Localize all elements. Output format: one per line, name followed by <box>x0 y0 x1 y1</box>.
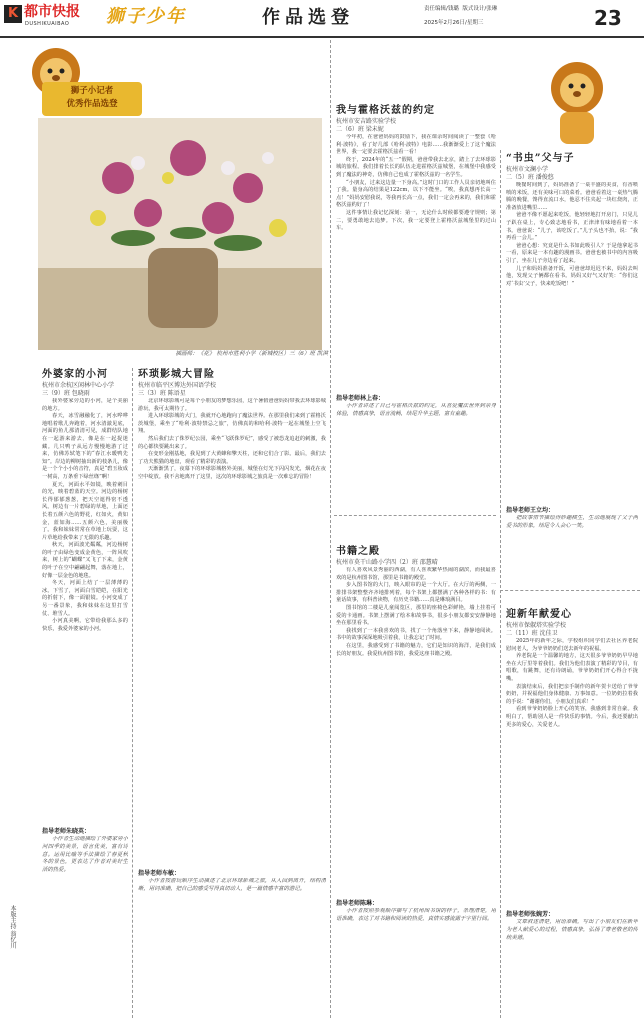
teacher-note-body: 小作者按照参观顺序描写了杭州图书馆的样子，条理清楚，用语准确，表达了对书籍和阅读的热爱，真情实感流露于字里行间。 <box>336 908 496 922</box>
article-title: 书籍之殿 <box>336 546 380 557</box>
paragraph: “小朋友，过来这边量一下身高。”这时门口的工作人员亲切地叫住了我。量身高的结果是122cm，以下不能坐。“唉，我真想再长高一点！”妈妈安慰我说，等我再长高一点，我们一定会再来的，我们和霍格沃兹约好了！ <box>336 179 496 209</box>
paragraph: 夏天，河面水平如镜，映着刺目的光，映着碧蓝的天空。河边的杨树长得郁郁葱葱，把天空遮得密不透风。树边有一片碧绿的草地，上面还长着五颜六色的野花，红如火，黄如金，蓝如海……五颜六色，美丽极了。我和妹妹常常在草地上玩耍，这片草地给我带来了无限的乐趣。 <box>42 481 128 541</box>
paragraph: 我找到了一本我喜欢的书，找了一个角落坐下来，静静地阅读。书中的故事深深地吸引着我，让我忘记了时间。 <box>336 627 496 642</box>
paragraph: 北京环球影城可是每个小朋友的梦想乐园，这个暑假爸爸妈妈带我去环球影城游玩，我可太期待了。 <box>138 398 326 412</box>
column-host-credit: 本版主持 翁忆川 <box>9 905 16 949</box>
paragraph: 然后我们去了侏罗纪公园，乘坐“飞跃侏罗纪”，感受了被恐龙追赶的刺激，我的心都快要跳出来了。 <box>138 435 326 450</box>
column-divider <box>500 150 501 1018</box>
column-divider <box>132 368 133 1018</box>
badge-line1: 狮子小记者 <box>70 86 114 96</box>
editor-credit: 责任编辑/钱璐 版式设计/张琳 <box>424 6 498 12</box>
brand-lion-text: 狮子少年 <box>106 6 186 27</box>
article-body <box>336 134 496 389</box>
teacher-note-body: 文章叙述清楚，用语准确，写出了小朋友们在新年为老人献爱心的过程，情感真挚，弘扬了尊老敬老的传统美德。 <box>506 919 638 941</box>
teacher-note-body: 把故事情节描绘得妙趣横生，生动地展现了父子两爱书的形象，结尾令人会心一笑。 <box>506 515 638 529</box>
article-new-year-love <box>506 608 638 1004</box>
paragraph: 表演结束后，我们把亲手制作的新年贺卡送给了爷爷奶奶，并祝福他们身体健康、万事如意。一位奶奶拉着我的手说：“谢谢你们，小朋友们真乖！” <box>506 683 638 705</box>
paragraph: 在变形金刚基地，我见到了大黄蜂和擎天柱，还和它们合了影。最后，我们去了功夫熊猫的地盘，观看了精彩的表演。 <box>138 451 326 465</box>
teacher-note-heading: 指导老师林上春： <box>336 395 385 402</box>
paragraph: 终于，2024年的“五一”假期，爸爸带我去北京，踏上了去环球影城的旅程。我们排着长长的队伍走进霍格沃兹城堡，在城堡中我感受到了魔法的神奇，仿佛自己也成了霍格沃兹的一名学生。 <box>336 156 496 178</box>
paragraph: 这件事情让我记忆深刻：第一，无论什么时候都要遵守规则；第二，要勇敢地去追梦。下次，我一定要登上霍格沃兹城堡里的过山车。 <box>336 209 496 232</box>
horizontal-divider <box>334 515 496 516</box>
article-class: 三（9）班 包晓雨 <box>42 390 90 397</box>
paragraph: 冬天，河面上结了一层薄薄的冰。下雪了，河面白雪皑皑，在阳光的折射下，像一面银镜。小河变成了另一番景象，我和妹妹在这里打雪仗、堆雪人。 <box>42 580 128 617</box>
paragraph: 2025年的新年之际，学校组织同学们去社区养老院慰问老人，为爷爷奶奶们送去新年的祝福。 <box>506 638 638 652</box>
article-school: 杭州市莫干山路小学四（2）班 邵慧晴 <box>336 559 438 566</box>
paragraph: 小河真美啊，它带给我那么多的快乐，我爱外婆家的小河。 <box>42 618 128 632</box>
section-title: 作品选登 <box>262 7 354 28</box>
article-waipo-river <box>42 368 128 946</box>
article-body <box>506 182 638 497</box>
paragraph: 今年初，在爸爸妈妈的鼓励下，我在课余时间阅读了一整套《哈利·波特》，看了好几部《哈利·波特》电影……我渐渐爱上了这个魔法世界，我一定要去霍格沃兹看一看！ <box>336 134 496 156</box>
logo-mark-icon: K <box>4 5 22 23</box>
article-universal-studios <box>138 368 326 998</box>
article-school: 杭州市余杭区闲林中心小学 <box>42 382 115 389</box>
teacher-note-body: 小作者生动地描绘了外婆家旁小河四季的美景，语言优美，富有诗意。运用比喻等手法描绘了春夏秋冬的景色，更表达了作者对美好生活的热爱。 <box>42 836 128 874</box>
paragraph: 爸爸心想：究竟是什么书如此吸引人？于是他拿起书一看，原来是一本有趣的漫画书。爸爸也被书中的内容吸引了，坐在儿子旁边看了起来。 <box>506 242 638 264</box>
masthead <box>0 0 644 36</box>
teacher-note-heading: 指导老师朱晓英： <box>42 828 91 835</box>
article-body <box>336 567 496 892</box>
paragraph: 有人喜欢风景秀丽的西湖，有人喜欢繁华热闹的湖滨，而我最喜欢的是杭州图书馆，那里是书籍的殿堂。 <box>336 567 496 581</box>
paragraph: 养老院是一个温馨的地方，这天很多爷爷奶奶早早地坐在大厅里等着我们。我们为他们表演了精彩的节目，有唱歌，有跳舞，还有诗朗诵，爷爷奶奶们开心得合不拢嘴。 <box>506 653 638 682</box>
flower-painting <box>38 118 322 350</box>
logo-subtext: DUSHIKUAIBAO <box>25 21 70 27</box>
article-title: 环琐影城大冒险 <box>138 369 215 380</box>
article-title: 迎新年献爱心 <box>506 609 572 620</box>
article-class: 二（11）班 沈佳卫 <box>506 630 558 637</box>
badge-line2: 优秀作品选登 <box>66 99 118 109</box>
column-divider <box>330 40 331 1018</box>
article-body <box>506 638 638 903</box>
paragraph: 进入环球影城的大门，我就开心地跑向了魔法世界。在那里我们来到了霍格沃茨城堡，乘坐了“哈利·波特禁忌之旅”，仿佛真的和哈利·波特一起在城堡上空飞翔。 <box>138 413 326 435</box>
paragraph: 天渐渐黑了，夜幕下的环球影城格外美丽，城堡在灯光下闪闪发光，烟花在夜空中绽放。我不舍地离开了这里，这次的环球影城之旅真是一次难忘的冒险！ <box>138 466 326 480</box>
issue-date: 2025年2月26日/星期三 <box>424 20 484 26</box>
article-school: 杭州市临平区博达外国语学校 <box>138 382 217 389</box>
paragraph: 儿子和妈妈准备开饭，可爸爸却迟迟不来，妈妈去叫他，发现父子俩都在看书。妈妈又好气又好笑：“你们这对‘书虫’父子，快来吃饭吧！” <box>506 265 638 287</box>
teacher-note-body: 小作者按游玩顺序生动描述了北京环球影城之旅，从入园到离开，结构清晰，用词准确，把自己的感受写得真切动人，是一篇情感丰富的游记。 <box>138 878 326 892</box>
paragraph: 我外婆家旁边的小河，是个美丽的地方。 <box>42 398 128 412</box>
article-class: 二（6）班 梁未妮 <box>336 126 384 133</box>
lion-mascot-icon <box>542 56 612 148</box>
teacher-note-body: 小作者讲述了自己与霍格沃兹的约定，从喜爱魔法世界到亲身体验，情感真挚，语言流畅，结尾升华主题，富有童趣。 <box>336 403 496 417</box>
paragraph: 图书馆的二楼是儿童阅览区，那里的座椅色彩鲜艳，墙上挂着可爱的卡通画。书架上摆满了绘本和故事书，很多小朋友都安安静静地坐在那里看书。 <box>336 604 496 627</box>
paragraph: 爸爸不像不愿起来吃饭，他轻轻地打开房门，只见儿子趴在桌上，专心致志地看书，正津津有味地看着一本书。爸爸说：“儿子，该吃饭了。”儿子头也不抬，说：“我再看一会儿。” <box>506 212 638 242</box>
article-title: “书虫”父与子 <box>506 153 575 164</box>
article-body <box>138 398 326 848</box>
paragraph: 春天，冰雪融融化了，河水哗哗地唱着歌儿奔跑着，河水清澈见底，河面的鱼儿那清清可见，成群结队地在一起游来游去，像是在一起捉迷藏。几只鸭子从远方慢慢地游了过来，仿佛苏轼笔下的“春江水暖鸭先知”。岸边的柳树抽出新的枝条儿，像是一个个小小的音符，真是“碧玉妆成一树高，万条垂下绿丝绦”啊！ <box>42 413 128 480</box>
paragraph: 步入图书馆的大门，映入眼帘的是一个大厅。在大厅的两侧，一排排书架整整齐齐地排列着，每个书架上都摆满了各种各样的书：有童话故事，有科普读物，有历史书籍……真是琳琅满目。 <box>336 582 496 604</box>
article-book-palace <box>336 545 496 1008</box>
article-title: 我与霍格沃兹的约定 <box>336 105 435 116</box>
painting-caption: 插画师：《花》 杭州市胜利小学（新城校区）三（6）班 凯淇 <box>175 351 328 357</box>
horizontal-divider <box>500 590 640 591</box>
page-number: 23 <box>594 6 622 30</box>
teacher-note-heading: 指导老师张婉芳： <box>506 911 555 918</box>
article-title: 外婆家的小河 <box>42 369 108 380</box>
paragraph: 在这里，我感受到了书籍的魅力，它们是知识的海洋，是我们成长的好朋友。我爱杭州图书馆，我爱这座书籍之殿。 <box>336 642 496 657</box>
article-hogwarts-promise <box>336 104 496 463</box>
reporter-badge <box>42 82 142 116</box>
teacher-note-heading: 指导老师王立均： <box>506 507 555 514</box>
article-class: 二（5）班 潘俊悠 <box>506 174 554 181</box>
article-school: 杭州市文澜小学 <box>506 166 549 173</box>
article-body <box>42 398 128 818</box>
article-school: 杭州市安吉路实验学校 <box>336 118 397 125</box>
logo-text: 都市快报 <box>24 4 80 20</box>
article-bookworm-father-son <box>506 152 638 575</box>
paragraph: 秋天，河面波光粼粼，河边杨树的叶子由绿色变成金黄色，一阵风吹来，树上的“蝴蝶”又飞了下来，金黄的叶子在空中翩翩起舞，落在地上，好像一层金色的地毯。 <box>42 542 128 579</box>
article-class: 三（3）班 陈语星 <box>138 390 186 397</box>
teacher-note-heading: 指导老师陈琳： <box>336 900 379 907</box>
masthead-rule <box>0 36 644 38</box>
paragraph: 晚餐时间到了，妈妈准备了一桌丰盛的美食，有香喷喷的米饭，还有美味可口的菜肴。爸爸看着这一桌热气腾腾的晚餐，馋得直流口水，他忍不住夹起一块红烧肉，正准备放进嘴里…… <box>506 182 638 211</box>
paragraph: 看到爷爷奶奶脸上开心的笑容，我感到非常自豪。我明白了，帮助别人是一件快乐的事情。今后，我还要献出更多的爱心，关爱老人。 <box>506 706 638 728</box>
teacher-note-heading: 指导老师车敏： <box>138 870 181 877</box>
article-school: 杭州市保俶塔实验学校 <box>506 622 567 629</box>
